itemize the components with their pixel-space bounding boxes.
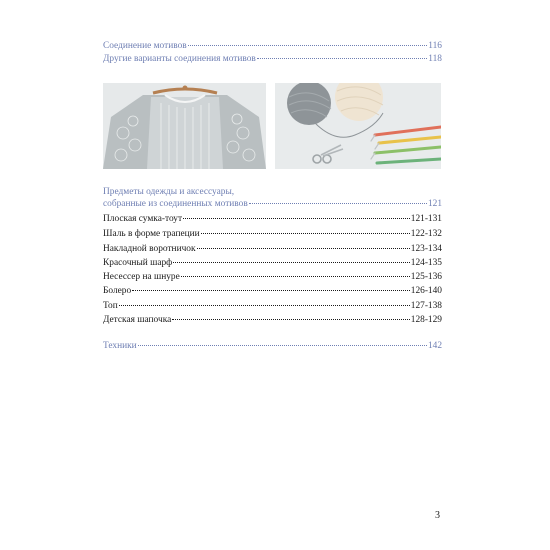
toc-item-title: Шаль в форме трапеции [103, 229, 200, 239]
toc-item[interactable] [103, 315, 442, 326]
lace-top-photo [103, 83, 266, 169]
toc-item[interactable] [103, 301, 442, 312]
toc-item-pages: 125-136 [410, 272, 442, 282]
dot-leader [173, 262, 410, 263]
toc-item[interactable] [103, 272, 442, 283]
dot-leader [257, 58, 427, 59]
toc-entry-techniques[interactable] [103, 341, 442, 352]
toc-item-title: Топ [103, 301, 118, 311]
toc-item-pages: 121-131 [410, 214, 442, 224]
toc-item-title: Накладной воротничок [103, 244, 196, 254]
section-heading-entry[interactable] [103, 199, 442, 210]
toc-item[interactable] [103, 244, 442, 255]
toc-item-pages: 123-134 [410, 244, 442, 254]
toc-entry-joining-motifs[interactable] [103, 41, 442, 52]
toc-item[interactable] [103, 229, 442, 240]
toc-entry-title: Соединение мотивов [103, 41, 187, 51]
toc-item-pages: 127-138 [410, 301, 442, 311]
toc-item[interactable] [103, 214, 442, 225]
toc-item-title: Несессер на шнуре [103, 272, 180, 282]
dot-leader [181, 276, 410, 277]
toc-item-title: Болеро [103, 286, 132, 296]
toc-entry-page: 118 [428, 54, 442, 64]
toc-item-pages: 122-132 [410, 229, 442, 239]
dot-leader [188, 45, 428, 46]
toc-entry-page: 116 [428, 41, 442, 51]
toc-item-title: Детская шапочка [103, 315, 172, 325]
page-number: 3 [435, 510, 440, 521]
dot-leader [138, 345, 427, 346]
toc-entry-title: Другие варианты соединения мотивов [103, 54, 256, 64]
toc-entry-other-joining[interactable] [103, 54, 442, 65]
toc-item-title: Плоская сумка-тоут [103, 214, 183, 224]
toc-item-title: Красочный шарф [103, 258, 173, 268]
dot-leader [119, 305, 410, 306]
section-heading-page: 121 [427, 199, 442, 209]
toc-entry-title: Техники [103, 341, 137, 351]
dot-leader [197, 248, 410, 249]
toc-item[interactable] [103, 258, 442, 269]
dot-leader [183, 218, 410, 219]
yarn-hooks-photo [275, 83, 441, 169]
toc-item-pages: 126-140 [410, 286, 442, 296]
dot-leader [201, 233, 410, 234]
dot-leader [172, 319, 409, 320]
section-heading-line1: Предметы одежды и аксессуары, [103, 187, 235, 197]
dot-leader [249, 203, 427, 204]
section-heading-line2: собранные из соединенных мотивов [103, 199, 248, 209]
toc-item-pages: 128-129 [410, 315, 442, 325]
toc-item-pages: 124-135 [410, 258, 442, 268]
dot-leader [132, 290, 410, 291]
toc-entry-page: 142 [427, 341, 442, 351]
toc-item[interactable] [103, 286, 442, 297]
